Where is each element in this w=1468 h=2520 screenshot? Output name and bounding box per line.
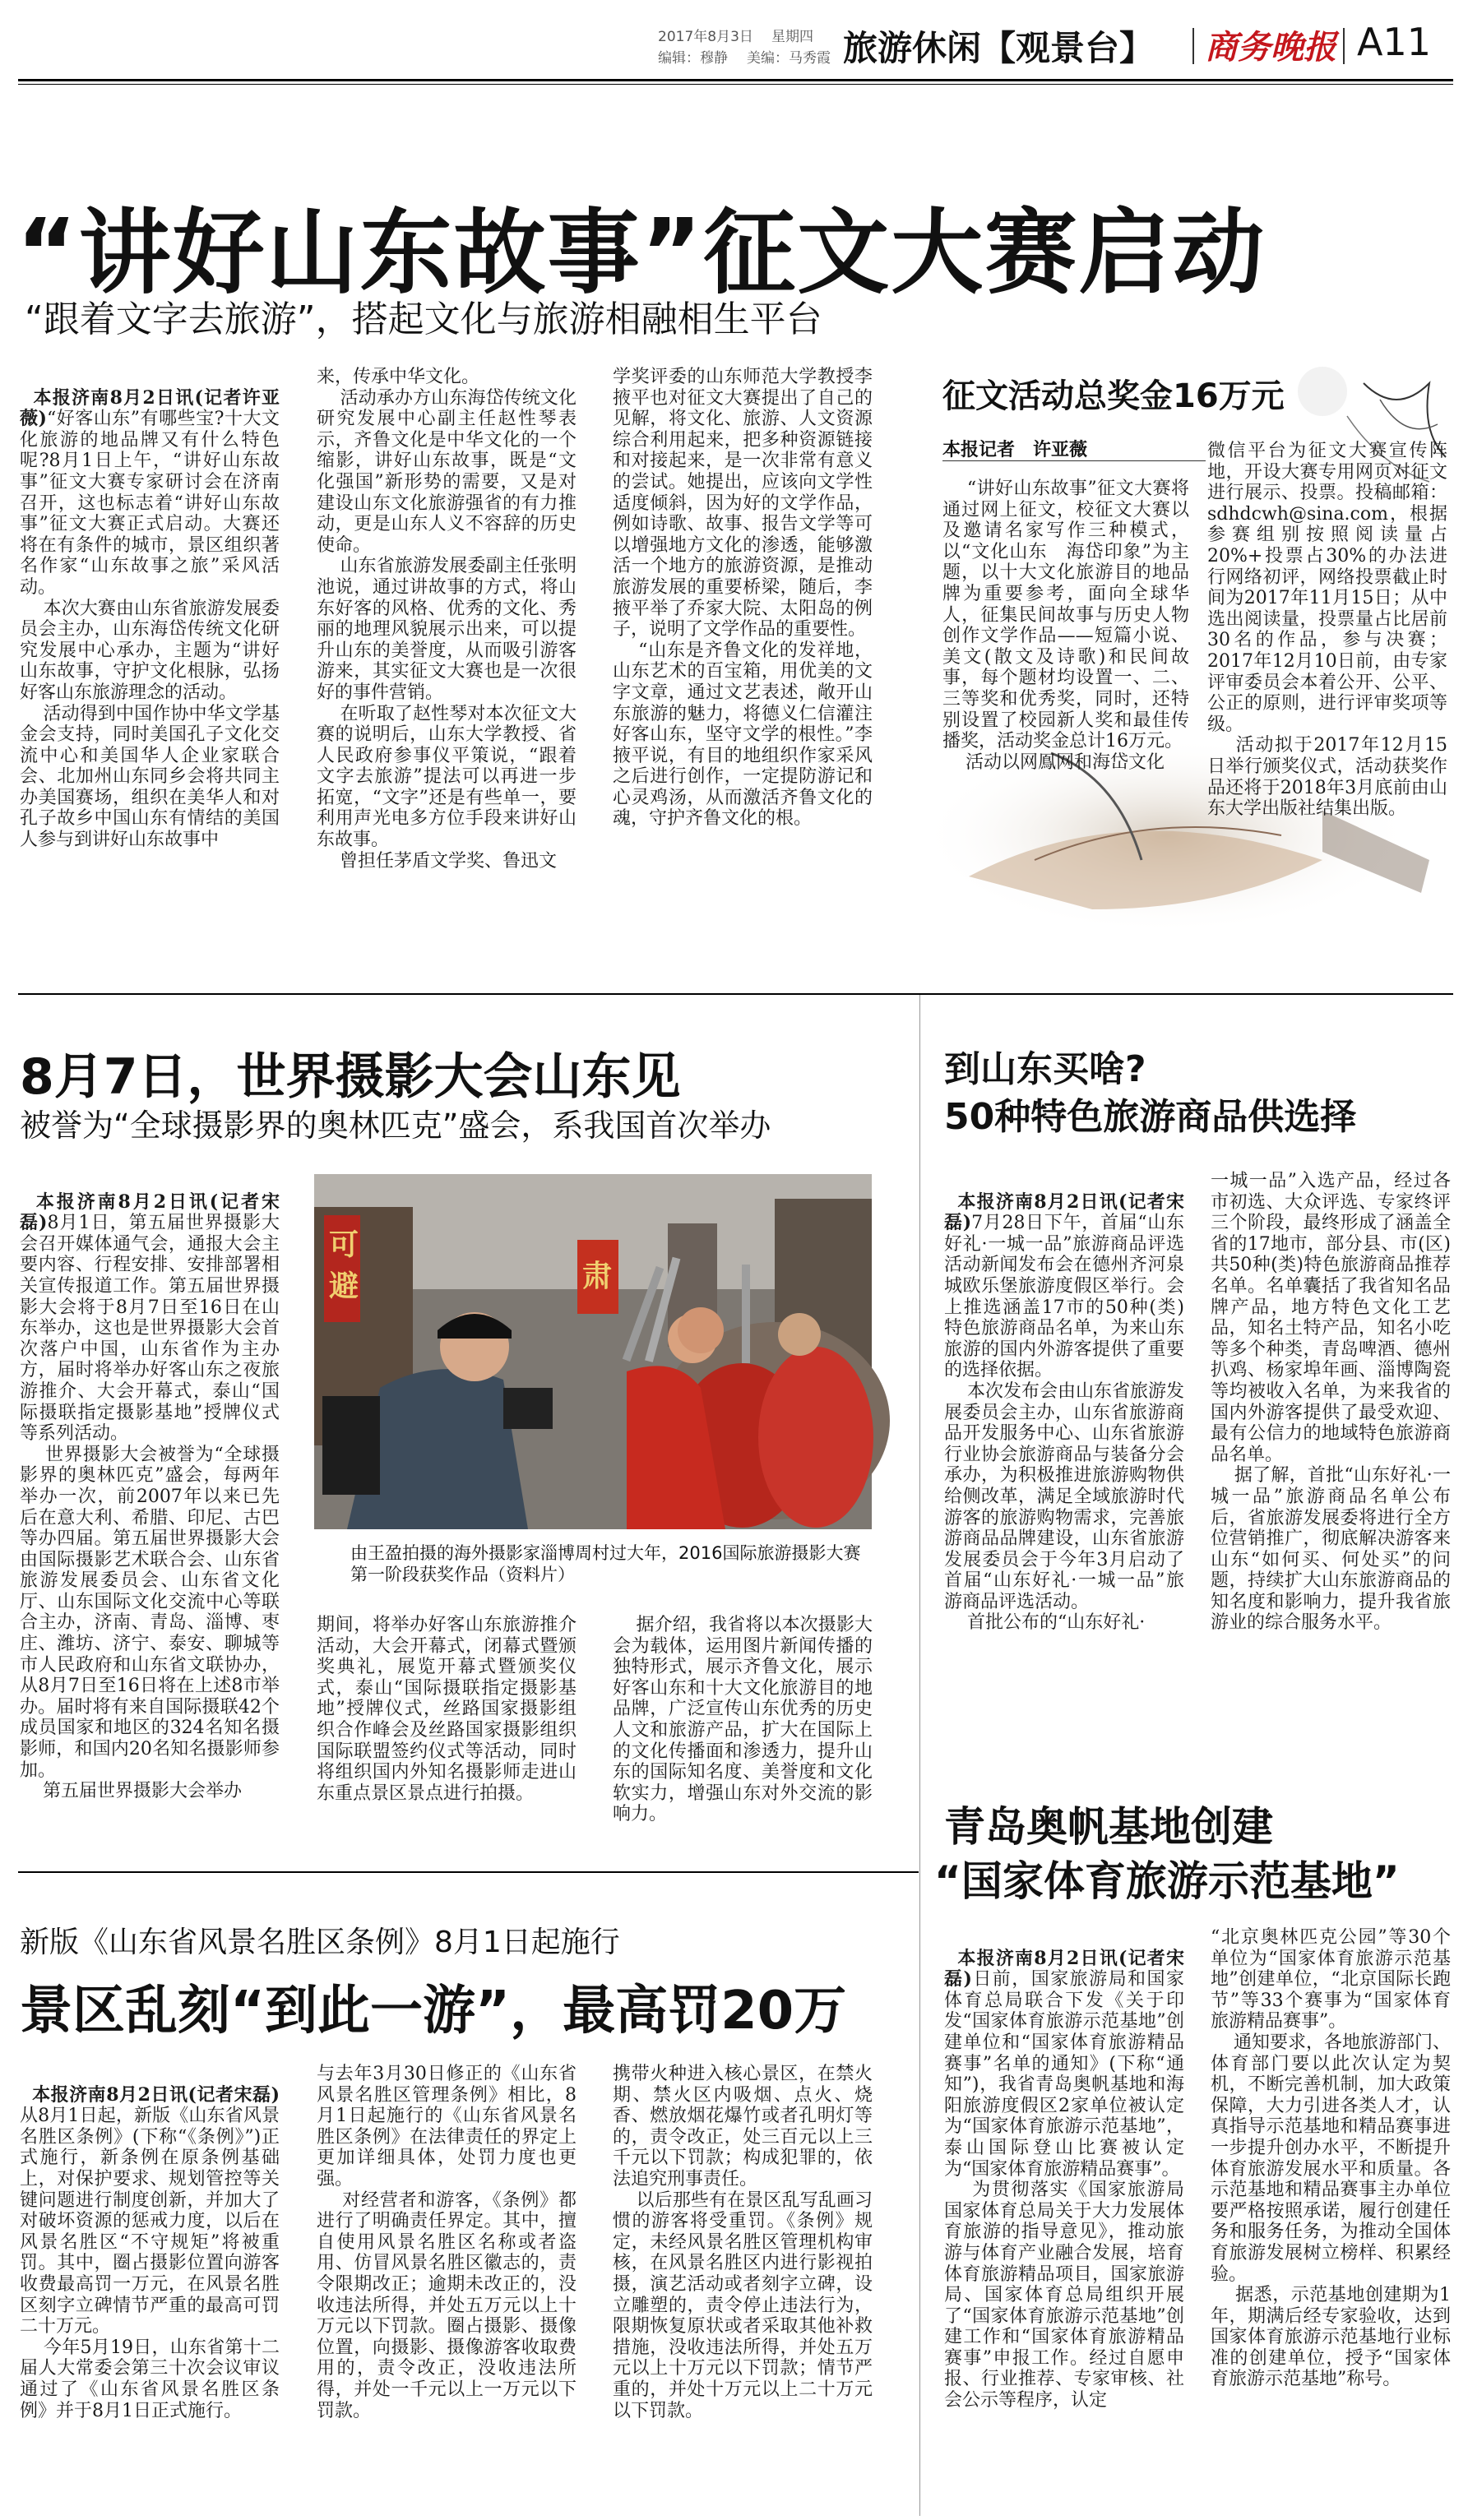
masthead xyxy=(0,0,1468,74)
story6-col2: 与去年3月30日修正的《山东省风景名胜区管理条例》相比，8月1日起施行的《山东省风景名胜区条例》在法律责任的界定上更加详细具体，处罚力度也更强。 对经营者和游客，《条例》都进行了明确责任界定。其中，擅自使用风景名胜区名称或者盗用、仿冒风景名胜区徽志的，责令限期改正；逾期未改正的，没收违法所得，并处五万元以上十万元以下罚款。圈占摄影、摄像位置，向摄影、摄像游客收取费用的，责令改正，没收违法所得，并处一千元以上一万元以下罚款。 xyxy=(317,2064,577,2421)
photo-sign-2: 避 xyxy=(329,1269,359,1303)
story4-col1-text: 7月28日下午，首届“山东好礼·一城一品”旅游商品评选活动新闻发布会在德州齐河泉城欧乐堡旅游度假区举行。会上推选涵盖17市的50种(类)特色旅游商品名单，为来山东旅游的国内外游客提供了重要的选择依据。 本次发布会由山东省旅游发展委员会主办，山东省旅游商品开发服务中心、山东省旅游行业协会旅游商品与装备分会承办，为积极推进旅游购物供给侧改革，满足全域旅游时代游客的旅游购物需求，完善旅游商品品牌建设，山东省旅游发展委员会于今年3月启动了首届“山东好礼·一城一品”旅游商品评选活动。 首批公布的“山东好礼· xyxy=(944,1213,1184,1634)
photo-caption: 由王盈拍摄的海外摄影家淄博周村过大年，2016国际旅游摄影大赛第一阶段获奖作品（资料片） xyxy=(350,1543,861,1584)
story6-headline: 景区乱刻“到此一游”，最高罚20万 xyxy=(20,1981,847,2041)
story6-col3: 携带火种进入核心景区，在禁火期、禁火区内吸烟、点火、烧香、燃放烟花爆竹或者孔明灯等的，责令改正，处三百元以上三千元以下罚款；构成犯罪的，依法追究刑事责任。 以后那些有在景区乱写乱画习惯的游客将受重罚。《条例》规定，未经风景名胜区管理机构审核，在风景名胜区内进行影视拍摄，演艺活动或者刻字立碑，设立雕塑的，责令停止违法行为，限期恢复原状或者采取其他补救措施，没收违法所得，并处五万元以上十万元以下罚款；情节严重的，并处十万元以上二十万元以下罚款。 xyxy=(613,2064,873,2421)
photo-sign-3: 肃 xyxy=(582,1260,613,1293)
vertical-divider xyxy=(919,995,920,2516)
story4-col2: 一城一品”入选产品，经过各市初选、大众评选、专家终评三个阶段，最终形成了涵盖全省的17地市，部分县、市(区)共50种(类)特色旅游商品推荐名单。名单囊括了我省知名品牌产品，地方特色文化工艺品，知名土特产品，知名小吃等多个种类，青岛啤酒、德州扒鸡、杨家埠年画、淄博陶瓷等均被收入名单，为来我省的国内外游客提供了最受欢迎、最有公信力的地域特色旅游商品名单。 据了解，首批“山东好礼·一城一品”旅游商品名单公布后，省旅游发展委将进行全方位营销推广，彻底解决游客来山东“如何买、何处买”的问题，持续扩大山东旅游商品的知名度和影响力，提升我省旅游业的综合服务水平。 xyxy=(1211,1171,1451,1634)
story6-col1 xyxy=(20,2064,280,2514)
story5-col1 xyxy=(944,1927,1184,2514)
story6-byline: 本报济南8月2日讯(记者宋磊) xyxy=(32,2083,280,2106)
story2-byline-rule xyxy=(942,460,1206,461)
photo-sign-1: 可 xyxy=(329,1228,359,1262)
story1-subhead: “跟着文字去旅游”，搭起文化与旅游相融相生平台 xyxy=(25,298,822,340)
masthead-rule xyxy=(18,79,1453,81)
story3-headline: 8月7日，世界摄影大会山东见 xyxy=(20,1048,681,1106)
paper-name: 商务晚报 xyxy=(1205,28,1336,67)
story3-col3: 据介绍，我省将以本次摄影大会为载体，运用图片新闻传播的独特形式，展示齐鲁文化，展示好客山东和十大文化旅游目的地品牌，广泛宣传山东优秀的历史人文和旅游产品，扩大在国际上的文化传播面和渗透力，提升山东的国际知名度、美誉度和文化软实力，增强山东对外交流的影响力。 xyxy=(613,1615,873,1825)
masthead-sep-2 xyxy=(1343,28,1345,64)
story6-kicker: 新版《山东省风景名胜区条例》8月1日起施行 xyxy=(20,1926,620,1959)
masthead-weekday: 星期四 xyxy=(771,29,813,45)
photo-street-scene xyxy=(314,1174,872,1529)
news-photo xyxy=(314,1174,872,1529)
page-number: A11 xyxy=(1357,20,1432,64)
story5-col1-text: 日前，国家旅游局和国家体育总局联合下发《关于印发“国家体育旅游示范基地”创建单位和“国家体育旅游精品赛事”名单的通知》(下称“通知”)，我省青岛奥帆基地和海阳旅游度假区2家单位被认定为“国家体育旅游示范基地”，泰山国际登山比赛被认定为“国家体育旅游精品赛事”。 为贯彻落实《国家旅游局 国家体育总局关于大力发展体育旅游的指导意见》，推动旅游与体育产业融合发展，培育体育旅游精品项目，国家旅游局、国家体育总局组织开展了“国家体育旅游示范基地”创建工作和“国家体育旅游精品赛事”申报工作。经过自愿申报、行业推荐、专家审核、社会公示等程序，认定 xyxy=(944,1969,1184,2411)
story6-col1-text: 从8月1日起，新版《山东省风景名胜区条例》(下称“《条例》”)正式施行，新条例在原条例基础上，对保护要求、规划管控等关键问题进行制度创新，并加大了对破坏资源的惩戒力度，以后在风景名胜区“不守规矩”将被重罚。其中，圈占摄影位置向游客收费最高罚一万元，在风景名胜区刻字立碑情节严重的最高可罚二十万元。 今年5月19日，山东省第十二届人大常委会第三十次会议审议通过了《山东省风景名胜区条例》并于8月1日正式施行。 xyxy=(20,2106,280,2421)
story1-col3: 学奖评委的山东师范大学教授李掖平也对征文大赛提出了自己的见解，将文化、旅游、人文资源综合利用起来，把多种资源链接和对接起来，是一次非常有意义的尝试。她提出，应该向文学性适度倾斜，因为好的文学作品，例如诗歌、故事、报告文学等可以增强地方文化的渗透，能够激活一个地方的旅游资源，是推动旅游发展的重要桥梁，随后，李掖平举了乔家大院、太阳岛的例子，说明了文学作品的重要性。 “山东是齐鲁文化的发祥地，山东艺术的百宝箱，用优美的文字文章，通过文艺表述，敞开山东旅游的魅力，将德义仁信灌注好客山东，坚守文学的根性。”李掖平说，有目的地组织作家采风之后进行创作，一定提防游记和心灵鸡汤，从而激活齐鲁文化的魂，守护齐鲁文化的根。 xyxy=(613,367,873,830)
masthead-sep-1 xyxy=(1192,28,1194,64)
masthead-rule-thin xyxy=(18,84,1453,85)
story3-byline: 本报济南8月2日讯(记者宋磊) xyxy=(20,1191,280,1234)
story5-byline: 本报济南8月2日讯(记者宋磊) xyxy=(944,1947,1184,1991)
story4-subhead: 50种特色旅游商品供选择 xyxy=(944,1096,1357,1138)
story2-byline: 本报记者 许亚薇 xyxy=(942,440,1088,460)
divider-2 xyxy=(18,1871,919,1873)
masthead-date: 2017年8月3日 xyxy=(658,29,753,45)
masthead-designer: 美编：马秀霞 xyxy=(747,50,831,67)
story4-col1 xyxy=(944,1171,1184,1746)
masthead-editor: 编辑：穆静 xyxy=(658,50,728,67)
story5-headline-1: 青岛奥帆基地创建 xyxy=(944,1803,1273,1851)
story2-headline: 征文活动总奖金16万元 xyxy=(942,377,1285,415)
story2-box xyxy=(936,367,1452,959)
story5-headline-2: “国家体育旅游示范基地” xyxy=(934,1857,1400,1905)
story2-col2: 微信平台为征文大赛宣传阵地，开设大赛专用网页对征文进行展示、投票。投稿邮箱：sdhdcwh@sina.com，根据参赛组别按照阅读量占20%+投票占30%的办法进行网络初评，网络投票截止时间为2017年11月15日；从中选出阅读量，投票量占比居前30名的作品，参与决赛；2017年12月10日前，由专家评审委员会本着公开、公平、公正的原则，进行评审奖项等级。 活动拟于2017年12月15日举行颁奖仪式，活动获奖作品还将于2018年3月底前由山东大学出版社结集出版。 xyxy=(1207,441,1447,820)
story1-col1-text: “好客山东”有哪些宝?十大文化旅游的地品牌又有什么特色呢?8月1日上午，“讲好山东故事”征文大赛专家研讨会在济南召开，这也标志着“讲好山东故事”征文大赛正式启动。大赛还将在有条件的城市，景区组织著名作家“山东故事之旅”采风活动。 本次大赛由山东省旅游发展委员会主办，山东海岱传统文化研究发展中心承办，主题为“讲好山东故事，守护文化根脉，弘扬好客山东旅游理念的活动。 活动得到中国作协中华文学基金会支持，同时美国孔子文化交流中心和美国华人企业家联合会、北加州山东同乡会将共同主办美国赛场，组织在美华人和对孔子故乡中国山东有情结的美国人参与到讲好山东故事中 xyxy=(20,409,280,851)
story1-col2: 来，传承中华文化。 活动承办方山东海岱传统文化研究发展中心副主任赵性琴表示，齐鲁文化是中华文化的一个缩影，讲好山东故事，既是“文化强国”新形势的需要，又是对建设山东文化旅游强省的有力推动，更是山东人义不容辞的历史使命。 山东省旅游发展委副主任张明池说，通过讲故事的方式，将山东好客的风格、优秀的文化、秀丽的地理风貌展示出来，可以提升山东的美誉度，从而吸引游客游来，其实征文大赛也是一次很好的事件营销。 在听取了赵性琴对本次征文大赛的说明后，山东大学教授、省人民政府参事仪平策说，“跟着文字去旅游”提法可以再进一步拓宽，“文字”还是有些单一，要利用声光电多方位手段来讲好山东故事。 曾担任茅盾文学奖、鲁迅文 xyxy=(317,367,577,872)
story5-col2: “北京奥林匹克公园”等30个单位为“国家体育旅游示范基地”创建单位，“北京国际长跑节”等33个赛事为“国家体育旅游精品赛事”。 通知要求，各地旅游部门、体育部门要以此次认定为契机，不断完善机制，加大政策保障，大力引进各类人才，认真指导示范基地和精品赛事进一步提升创办水平，不断提升体育旅游发展水平和质量。各示范基地和精品赛事主办单位要严格按照承诺，履行创建任务和服务任务，为推动全国体育旅游发展树立榜样、积累经验。 据悉，示范基地创建期为1年，期满后经专家验收，达到国家体育旅游示范基地行业标准的创建单位，授予“国家体育旅游示范基地”称号。 xyxy=(1211,1927,1452,2390)
story1-col1 xyxy=(20,367,280,959)
story2-col1: “讲好山东故事”征文大赛将通过网上征文，校征文大赛以及邀请名家写作三种模式，以“文化山东 海岱印象”为主题，以十大文化旅游目的地品牌为重要参考，面向全球华人，征集民间故事与历史人物创作文学作品——短篇小说、美文(散文及诗歌)和民间故事，每个题材均设置一、二、三等奖和优秀奖，同时，还特别设置了校园新人奖和最佳传播奖，活动奖金总计16万元。 活动以网鳯网和海岱文化 xyxy=(942,479,1189,773)
story3-col2: 期间，将举办好客山东旅游推介活动，大会开幕式，闭幕式暨颁奖典礼，展览开幕式暨颁奖仪式，泰山“国际摄联指定摄影基地”授牌仪式，丝路国家摄影组织合作峰会及丝路国家摄影组织国际联盟签约仪式等活动，同时将组织国内外知名摄影师走进山东重点景区景点进行拍摄。 xyxy=(317,1615,577,1804)
story1-byline: 本报济南8月2日讯(记者许亚薇) xyxy=(20,386,280,430)
section-title: 旅游休闲【观景台】 xyxy=(843,28,1155,68)
story1-headline: “讲好山东故事”征文大赛启动 xyxy=(16,200,1267,307)
story3-col1-text: 8月1日，第五届世界摄影大会召开媒体通气会，通报大会主要内容、行程安排、安排部署相关宣传报道工作。第五届世界摄影大会将于8月7日至16日在山东举办，这也是世界摄影大会首次落户中国，山东省作为主办方，届时将举办好客山东之夜旅游推介、大会开幕式，泰山“国际摄联指定摄影基地”授牌仪式等系列活动。 世界摄影大会被誉为“全球摄影界的奥林匹克”盛会，每两年举办一次，前2007年以来已先后在意大利、希腊、印尼、古巴等办四届。第五届世界摄影大会由国际摄影艺术联合会、山东省旅游发展委员会、山东省文化厅、山东国际文化交流中心等联合主办，济南、青岛、淄博、枣庄、潍坊、济宁、泰安、聊城等市人民政府和山东省文联协办，从8月7日至16日将在上述8市举办。届时将有来自国际摄联42个成员国家和地区的324名知名摄影师，和国内20名知名摄影师参加。 第五届世界摄影大会举办 xyxy=(20,1213,280,1802)
story3-col1 xyxy=(20,1171,280,1845)
story4-headline: 到山东买啥? xyxy=(944,1048,1146,1090)
story4-byline: 本报济南8月2日讯(记者宋磊) xyxy=(944,1191,1184,1234)
divider-1 xyxy=(18,993,1453,995)
story3-subhead: 被誉为“全球摄影界的奥林匹克”盛会，系我国首次举办 xyxy=(20,1107,771,1144)
